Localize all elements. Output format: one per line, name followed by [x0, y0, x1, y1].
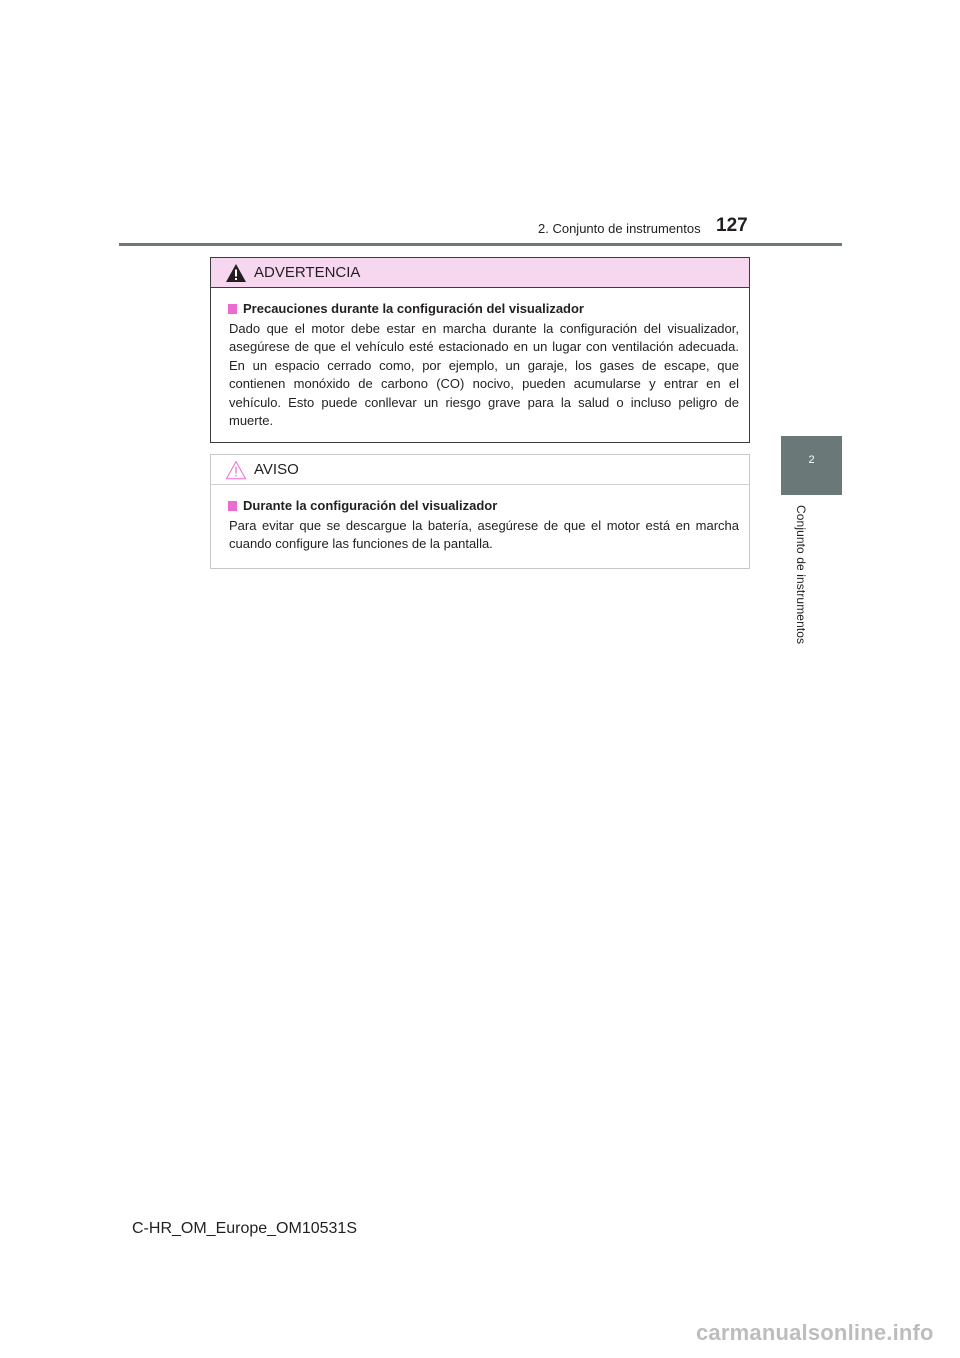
warning-subheading	[228, 300, 739, 318]
chapter-side-label	[794, 505, 810, 655]
caution-body	[211, 485, 749, 554]
caution-box-header	[211, 455, 749, 485]
chapter-tab	[781, 436, 842, 495]
warning-subheading-text: Precauciones durante la configuración del visualizador	[243, 301, 584, 316]
chapter-title: Conjunto de instrumentos	[794, 505, 808, 645]
caution-title: AVISO	[254, 461, 299, 478]
caution-paragraph: Para evitar que se descargue la batería, asegúrese de que el motor está en marcha cuando configure las funciones de la pantalla.	[229, 518, 739, 552]
warning-paragraph: Dado que el motor debe estar en marcha durante la configuración del visualizador, asegúrese de que el vehículo esté estacionado en un lugar con ventilación adecuada. En un espacio cerrado como, por ejemplo, un garaje, los gases de escape, que contienen monóxido de carbono (CO) nocivo, pueden acumularse y entrar en el vehículo. Esto puede conllevar un riesgo grave para la salud o incluso peligro de muerte.	[229, 321, 739, 429]
caution-box	[210, 454, 750, 569]
watermark: carmanualsonline.info	[696, 1320, 934, 1345]
warning-triangle-icon	[225, 263, 247, 283]
document-code: C-HR_OM_Europe_OM10531S	[132, 1220, 357, 1237]
bullet-square-icon	[228, 304, 237, 314]
section-title: 2. Conjunto de instrumentos	[538, 221, 701, 236]
warning-box-header	[211, 258, 749, 288]
page-number: 127	[716, 215, 748, 236]
chapter-number: 2	[808, 454, 815, 466]
header-rule	[119, 243, 842, 246]
caution-triangle-icon	[225, 460, 247, 480]
bullet-square-icon	[228, 501, 237, 511]
caution-subheading	[228, 497, 739, 515]
warning-body	[211, 288, 749, 430]
warning-title: ADVERTENCIA	[254, 264, 361, 281]
caution-subheading-text: Durante la configuración del visualizador	[243, 498, 498, 513]
warning-box	[210, 257, 750, 443]
